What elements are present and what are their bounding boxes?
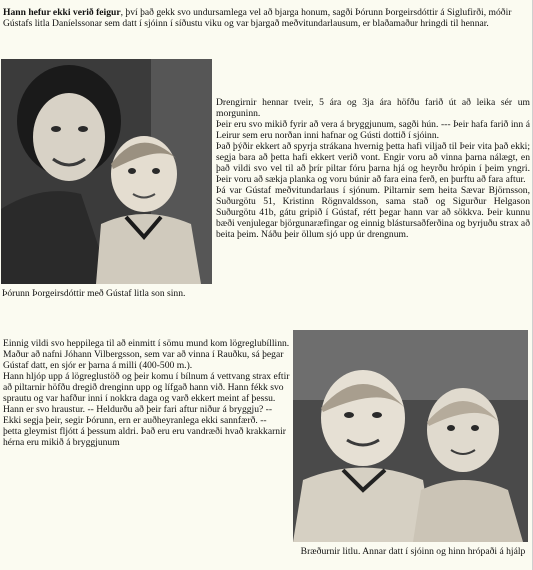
photo-brothers xyxy=(293,330,528,542)
intro-lead: Hann hefur ekki verið feigur xyxy=(3,7,121,18)
right-paragraph: Drengirnir hennar tveir, 5 ára og 3ja ára höfðu farið út að leika sér um morguninn. xyxy=(216,97,530,119)
section2-paragraph: Ekki segja þeir, segir Þórunn, ern er auðheyranlega ekki sannfærð. -- xyxy=(3,415,267,426)
right-paragraph: Þeir eru svo mikið fyrir að vera á bryggjunum, sagði hún. --- Þeir hafa farið inn á Leirur sem eru norðan inni hafnar og Gústi dottið í sjóinn. xyxy=(216,119,530,141)
intro-paragraph xyxy=(3,7,525,29)
intro-text: , því það gekk svo undursamlega vel að bjarga honum, sagði Þórunn Þorgeirsdóttir á Siglufirði, móðir Gústafs litla Daníelssonar sem datt í sjóinn í síðustu viku og var bjargað meðvitundarlausum, er blaðamaður hringdi til hennar. xyxy=(3,7,512,29)
second-section xyxy=(3,338,292,448)
photo-mother-caption: Þórunn Þorgeirsdóttir með Gústaf litla son sinn. xyxy=(2,288,186,299)
right-paragraph: Þá var Gústaf meðvitundarlaus í sjónum. Piltarnir sem heita Sævar Björnsson, Suðurgötu 51, Kristinn Rögnvaldsson, sama stað og Sigurður Helgason Suðurgötu 41b, gátu gripið í Gústaf, rétt þegar hann var að sökkva. Þeir kunnu bæði venjulegar björgunaræfingar og einnig blástursaðferðina og byrjuðu strax að beita þeim. Náðu þeir öllum sjó upp úr drengnum. xyxy=(216,185,530,240)
section2-paragraph: þetta gleymist fljótt á þessum aldri. Það eru eru vandræði hvað krakkarnir hérna eru mikið á bryggjunum xyxy=(3,426,286,448)
section2-paragraph: Einnig vildi svo heppilega til að einmitt í sömu mund kom lögreglubíllinn. Maður að nafni Jóhann Vilbergsson, sem var að vinna í Rauðku, sá þegar Gústaf datt, en sjór er þarna á milli (400-500 m.). xyxy=(3,338,290,371)
photo-mother-and-son-illustration xyxy=(1,59,212,284)
photo-mother-and-son xyxy=(1,59,212,284)
right-column xyxy=(216,97,530,240)
section2-paragraph: Hann hljóp upp á lögreglustöð og þeir komu í bílnum á vettvang strax eftir að piltarnir höfðu dregið drenginn upp og lífgað hann við. Hann fékk svo sprautu og var hafður inni í nokkra daga og varð ekkert meint af þessu. Hann er svo hraustur. -- Heldurðu að þeir fari aftur niður á bryggju? -- xyxy=(3,371,290,415)
photo-brothers-caption: Bræðurnir litlu. Annar datt í sjóinn og hinn hrópaði á hjálp xyxy=(300,546,526,557)
photo-brothers-illustration xyxy=(293,330,528,542)
right-paragraph: Það þýðir ekkert að spyrja strákana hvernig þetta hafi viljað til Þeir vita það ekki; segja bara að þetta hafi ekkert verið vont. Engir voru að vinna þarna nálægt, en það vildi svo vel til að þrír piltar fóru þarna hjá og heyrðu hrópin í þeim yngri. Þeir voru að sækja planka og voru búnir að fara eina ferð, en þurftu að fara aftur. xyxy=(216,141,530,185)
